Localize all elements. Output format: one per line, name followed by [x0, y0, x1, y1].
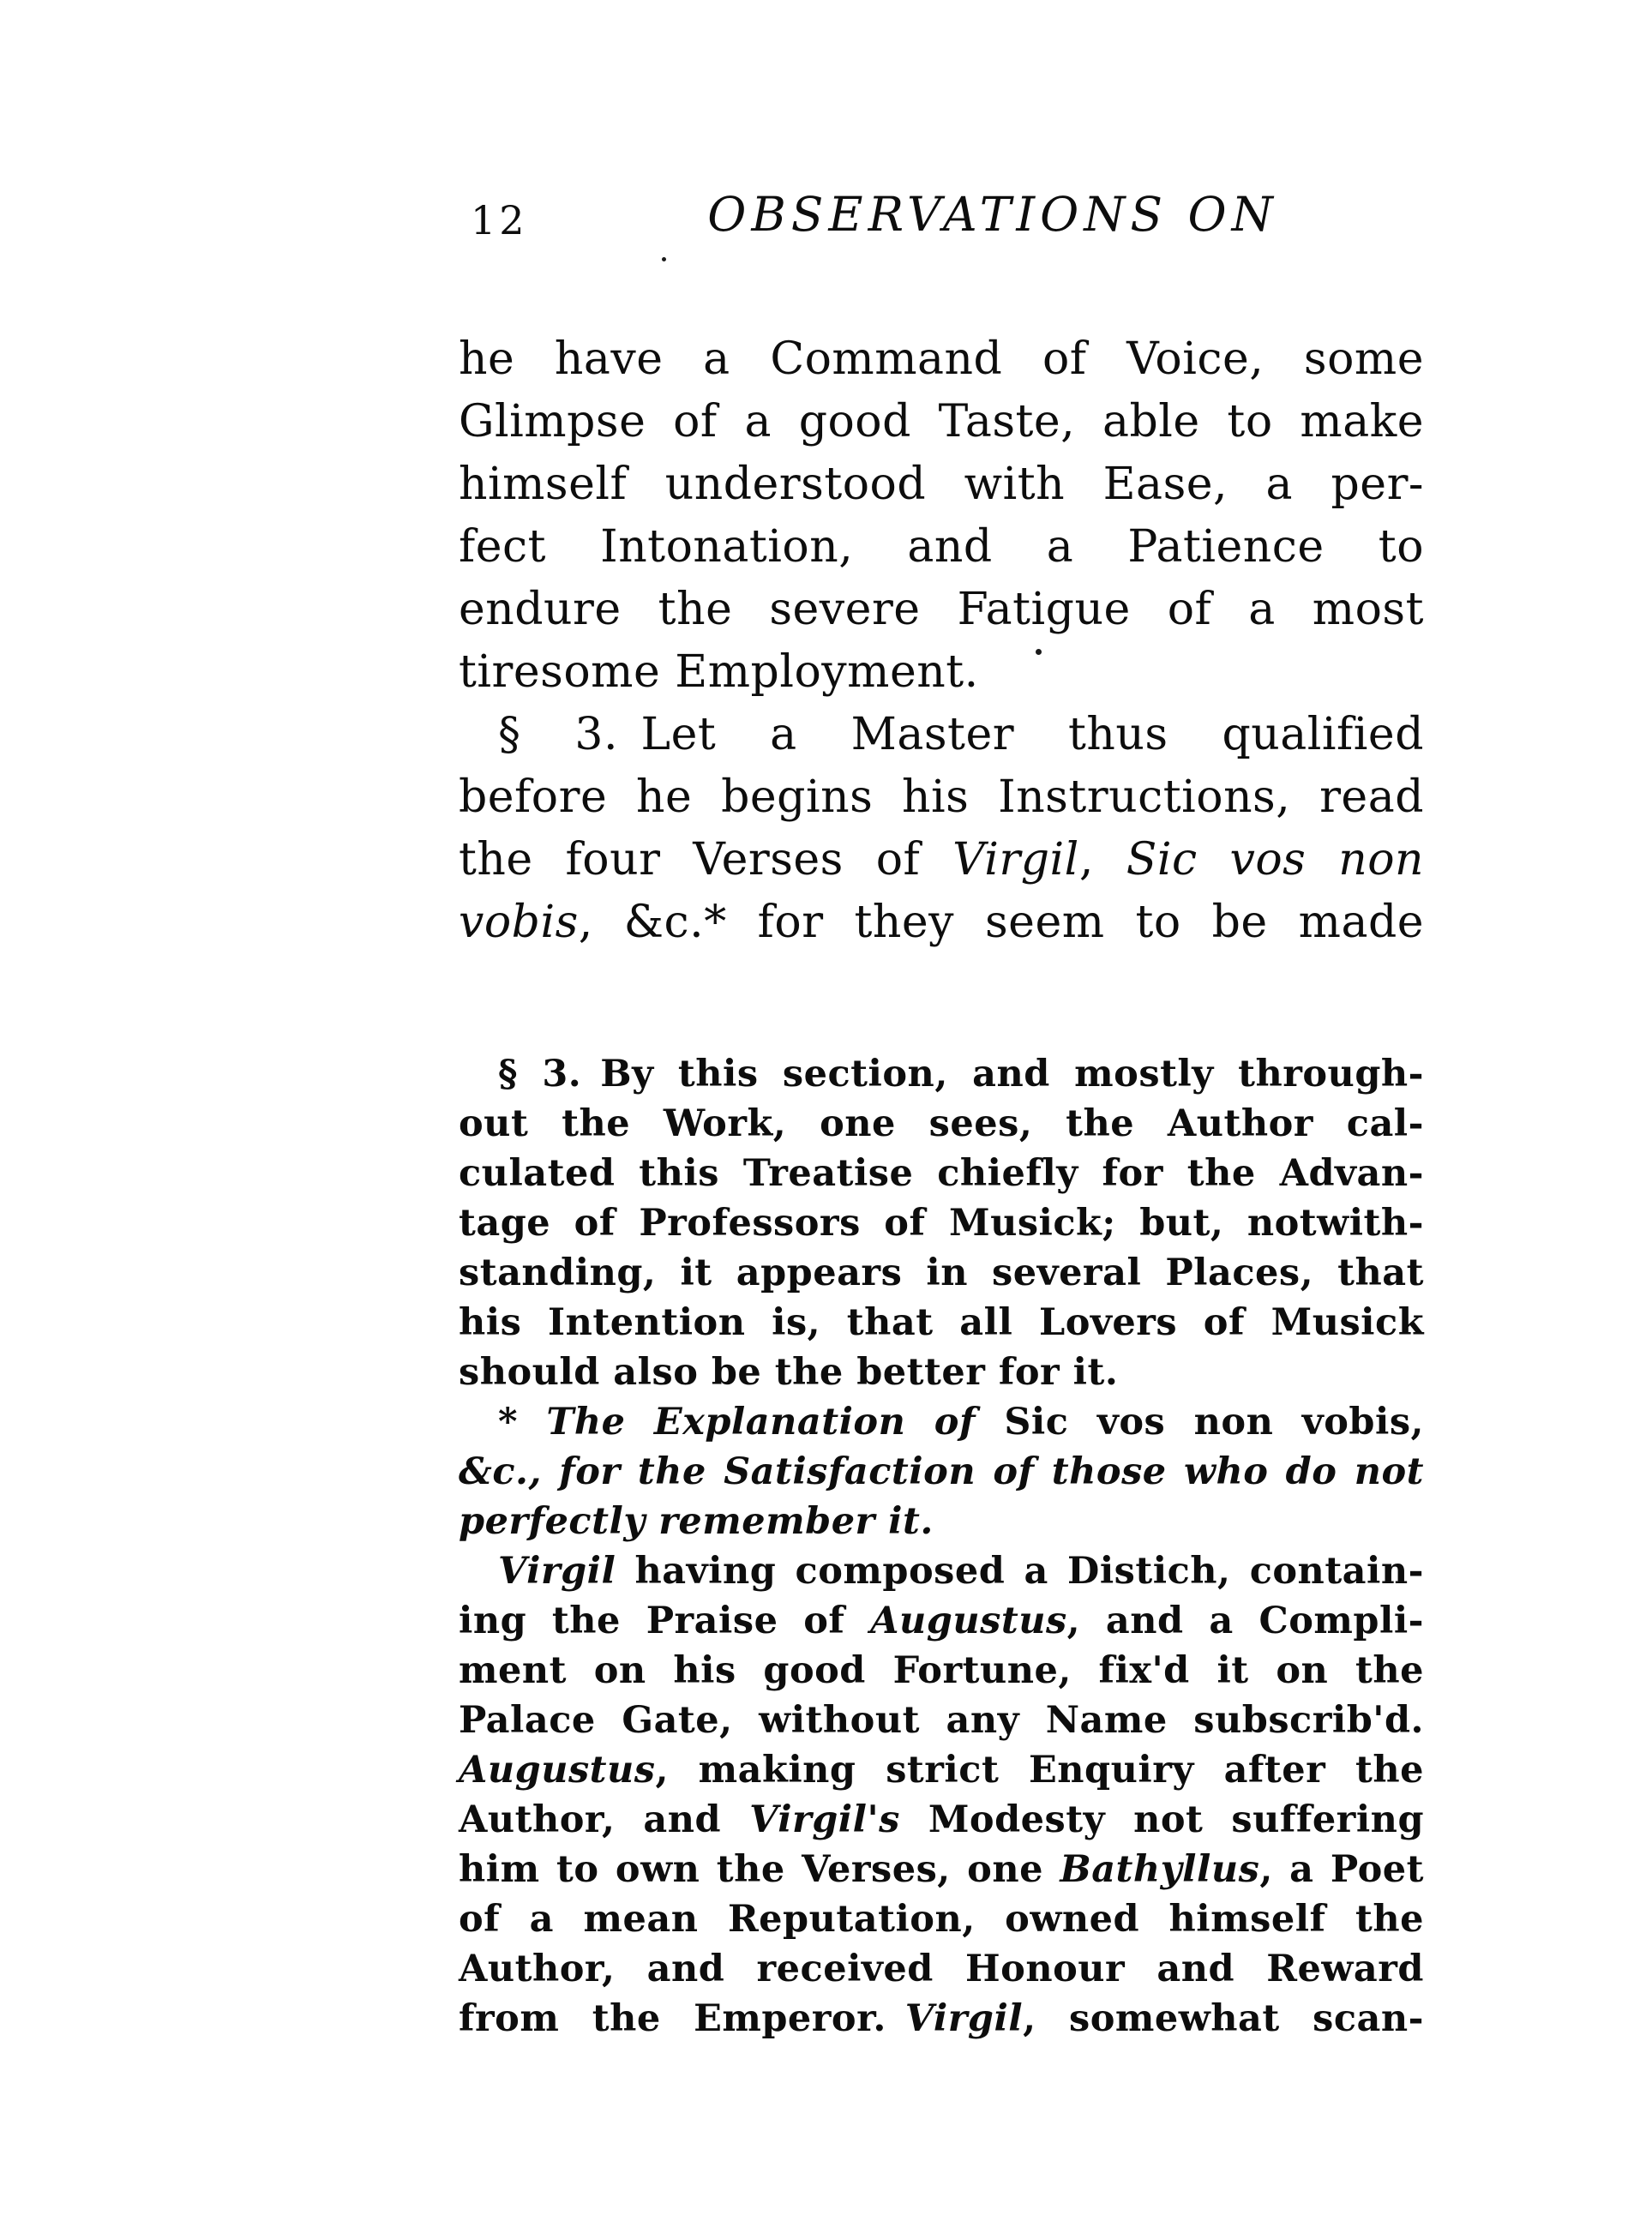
text-run: ment on his good Fortune, fix'd it on the	[459, 1649, 1424, 1692]
text-line	[459, 1795, 1424, 1845]
text-line	[459, 1497, 1424, 1546]
text-run: , and a Compli-	[1066, 1600, 1424, 1642]
text-run: Author, and received Honour and Reward	[459, 1948, 1424, 1990]
text-run: the four Verses of	[459, 834, 953, 885]
text-line	[459, 453, 1424, 516]
italic-text-run: Virgil	[498, 1550, 616, 1593]
text-line	[459, 1596, 1424, 1646]
text-run: , a Poet	[1259, 1848, 1424, 1891]
text-run: , &c.* for they seem to be made	[578, 897, 1424, 948]
italic-text-run: The Explanation of	[546, 1401, 1005, 1444]
text-line	[459, 829, 1424, 891]
running-title: OBSERVATIONS ON	[707, 187, 1278, 242]
text-run: culated this Treatise chiefly for the Advan-	[459, 1152, 1424, 1195]
page-number: 12	[471, 197, 528, 243]
text-line	[459, 891, 1424, 954]
text-line	[459, 1198, 1424, 1248]
italic-text-run: Virgil's	[749, 1798, 900, 1841]
footnote-text	[459, 1049, 1424, 2044]
italic-text-run: Sic vos non	[1126, 834, 1425, 885]
text-line	[459, 1298, 1424, 1348]
text-line	[459, 328, 1424, 391]
italic-text-run: Bathyllus	[1060, 1848, 1260, 1891]
ink-speck	[1036, 649, 1042, 655]
text-run: from the Emperor.	[459, 1997, 905, 2040]
text-line	[459, 1447, 1424, 1497]
text-line	[459, 1944, 1424, 1994]
text-run: § 3. Let a Master thus qualified	[498, 709, 1424, 760]
text-run: he have a Command of Voice, some	[459, 333, 1424, 385]
text-line	[459, 1696, 1424, 1745]
text-line	[459, 516, 1424, 579]
text-line	[459, 1646, 1424, 1696]
italic-text-run: Virgil	[904, 1997, 1024, 2040]
text-line	[459, 1994, 1424, 2044]
text-run: , somewhat scan-	[1023, 1997, 1424, 2040]
text-line	[459, 1845, 1424, 1894]
text-run: Sic vos non vobis,	[1004, 1401, 1424, 1444]
text-line	[459, 766, 1424, 829]
text-line	[459, 391, 1424, 453]
text-run: Author, and	[459, 1798, 750, 1841]
text-run: ,	[1078, 834, 1126, 885]
text-line	[459, 579, 1424, 641]
italic-text-run: Augustus	[459, 1749, 656, 1792]
italic-text-run: Augustus	[870, 1600, 1067, 1642]
text-run: should also be the better for it.	[459, 1351, 1119, 1394]
text-run: endure the severe Fatigue of a most	[459, 584, 1424, 635]
text-line	[459, 1546, 1424, 1596]
text-run: having composed a Distich, contain-	[616, 1550, 1424, 1593]
page-header	[459, 187, 1424, 255]
body-text	[459, 328, 1424, 954]
text-run: , making strict Enquiry after the	[655, 1749, 1424, 1792]
text-line	[459, 1149, 1424, 1198]
text-line	[459, 1397, 1424, 1447]
text-run: Glimpse of a good Taste, able to make	[459, 396, 1424, 447]
text-line	[459, 704, 1424, 766]
italic-text-run: Virgil	[952, 834, 1079, 885]
text-run: his Intention is, that all Lovers of Musick	[459, 1301, 1424, 1344]
italic-text-run: perfectly remember it.	[459, 1500, 934, 1543]
text-line	[459, 1248, 1424, 1298]
ink-speck	[662, 257, 666, 261]
italic-text-run: vobis	[459, 897, 579, 948]
text-run: before he begins his Instructions, read	[459, 771, 1424, 823]
text-run: fect Intonation, and a Patience to	[459, 521, 1424, 573]
text-line	[459, 1745, 1424, 1795]
text-run: Modesty not suffering	[899, 1798, 1425, 1841]
text-run: him to own the Verses, one	[459, 1848, 1060, 1891]
text-run: tage of Professors of Musick; but, notwith-	[459, 1202, 1424, 1245]
text-run: of a mean Reputation, owned himself the	[459, 1898, 1424, 1941]
text-run: *	[498, 1401, 547, 1444]
text-run: ing the Praise of	[459, 1600, 871, 1642]
text-run: tiresome Employment.	[459, 646, 979, 698]
text-line	[459, 1348, 1424, 1397]
text-line	[459, 1049, 1424, 1099]
text-run: Palace Gate, without any Name subscrib'd.	[459, 1699, 1424, 1742]
text-run: § 3. By this section, and mostly through-	[498, 1053, 1424, 1095]
text-line	[459, 1099, 1424, 1149]
text-run: out the Work, one sees, the Author cal-	[459, 1102, 1424, 1145]
italic-text-run: &c., for the Satisfaction of those who do not	[459, 1450, 1424, 1493]
text-line	[459, 1894, 1424, 1944]
text-run: himself understood with Ease, a per-	[459, 459, 1424, 510]
text-run: standing, it appears in several Places, that	[459, 1252, 1424, 1294]
text-line	[459, 641, 1424, 704]
